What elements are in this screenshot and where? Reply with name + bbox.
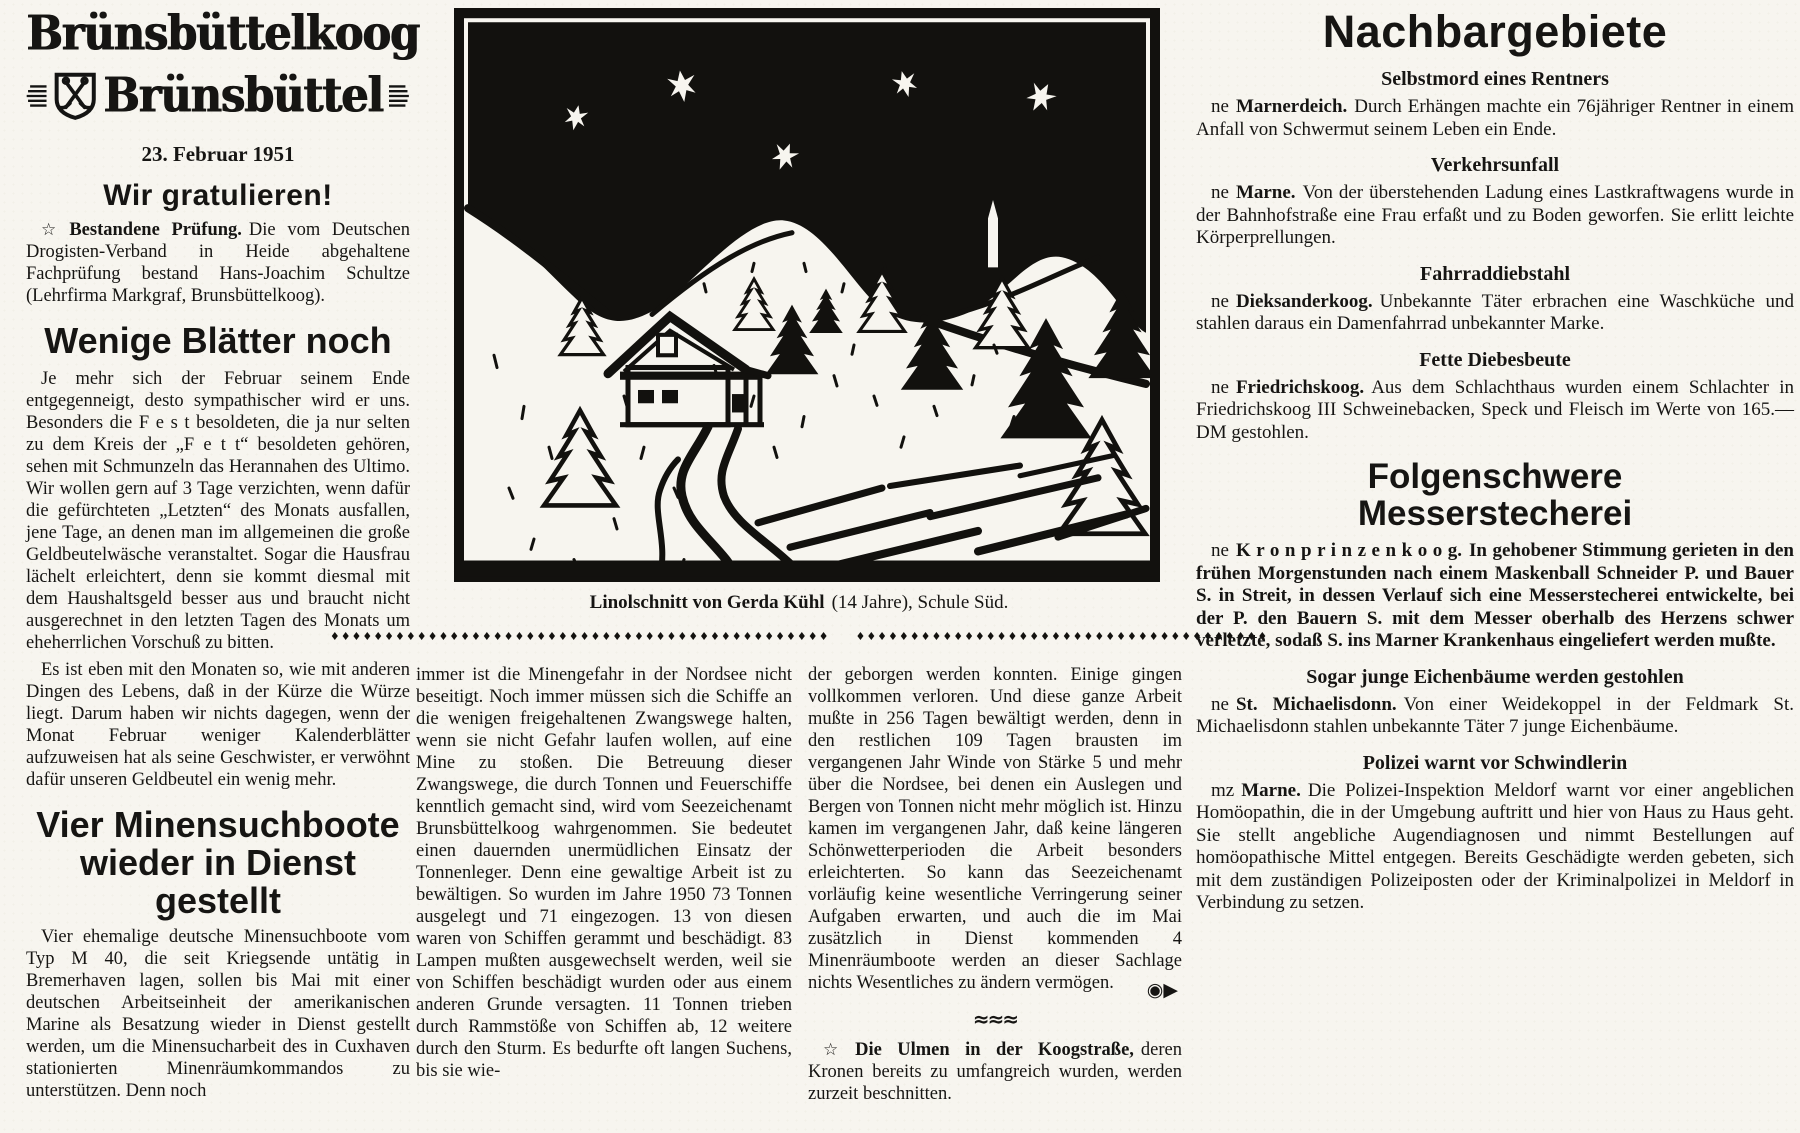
news-item-schwindlerin (1196, 752, 1794, 915)
article-gratulieren (26, 219, 410, 307)
news-text: Von einer Weidekoppel in der Feldmark St. Michaelisdonn stahlen unbekannte Täter 7 junge Eichenbäume. (1196, 693, 1794, 737)
article-lead: Bestandene Prüfung. (69, 220, 242, 240)
news-text: Aus dem Schlachthaus wurden einem Schlachter in Friedrichskoog III Schweinebacken, Speck und Fleisch im Werte von 165.— DM gestohlen. (1196, 376, 1794, 443)
article-blaetter-para2: Es ist eben mit den Monaten so, wie mit anderen Dingen des Lebens, daß in der Kürze die Würze liegt. Darum haben wir nichts dagegen, wenn der Monat Februar weniger Kalenderblätter aufzuweisen hat als seine Geschwister, er verwöhnt dafür unseren Geldbeutel ein wenig mehr. (26, 660, 410, 790)
headline-messerstecherei-line1: Folgenschwere (1367, 457, 1623, 496)
news-item-verkehrsunfall (1196, 154, 1794, 250)
masthead-title-line1 (26, 6, 419, 62)
news-item-eichenbaeume (1196, 666, 1794, 739)
place-lead: K r o n p r i n z e n k o o g. (1235, 540, 1463, 561)
news-item-body (1196, 377, 1794, 445)
news-item-body (1196, 96, 1794, 141)
article-lead: Die Ulmen in der Koogstraße, (855, 1040, 1134, 1060)
news-item-title: Polizei warnt vor Schwindlerin (1362, 751, 1628, 774)
news-item-body (1196, 182, 1794, 250)
news-item-body (1196, 780, 1794, 915)
star-dingbat-icon: ☆ (41, 220, 64, 239)
coat-of-arms-shield-icon (54, 60, 96, 132)
byline-prefix: mz (1211, 779, 1235, 801)
news-text: Die Polizei-Inspektion Meldorf warnt vor einer angeblichen Homöopathin, die in der Umgebung auftritt und hier von Haus zu Haus geht. Sie stellt angebliche Augendiagnosen und nimmt Bestellungen auf homöopathische Mittel entgegen. Bereits Geschädigte werden gebeten, sich mit dem zuständigen Polizeiposten oder der Kriminalpolizei in Meldorf in Verbindung zu setzen. (1196, 779, 1794, 913)
section-end-squiggle-icon: ≈≈≈ (972, 1007, 1018, 1031)
byline-prefix: ne (1211, 693, 1229, 715)
byline-prefix: ne (1211, 96, 1229, 117)
masthead-title1-text: Brünsbüttelkoog (26, 6, 419, 62)
byline-prefix: ne (1211, 290, 1229, 312)
masthead-title-line2 (26, 60, 410, 132)
minen-article-continued-1: immer ist die Minengefahr in der Nordsee nicht beseitigt. Noch immer müssen sich die Schiffe an die wenigen freigehaltenen Zwangswege halten, wenn sie nicht Gefahr laufen wollen, auf eine Mine zu stoßen. Die Betreuung dieser Zwangswege, die durch Tonnen und Feuerschiffe kenntlich gemacht sind, wird vom Seezeichenamt Brunsbüttelkoog wahrgenommen. Sie bedeutet einen dauernden unermüdlichen Einsatz der Tonnenleger. Denn eine gewaltige Arbeit ist zu bewältigen. So wurden im Jahre 1950 73 Tonnen ausgelegt und 71 eingezogen. 13 von diesen waren von Schiffen gerammt und beschädigt. 83 Lampen mußten ausgewechselt werden, weil sie von Schiffen beschädigt wurden oder aus einem anderen Grunde versagten. 11 Tonnen trieben durch Rammstöße von Schiffen ab, 12 weitere durch den Sturm. Es bedurfte oft langen Suchens, bis sie wie- (416, 665, 792, 1081)
headline-messerstecherei (1196, 458, 1794, 532)
news-item-title: Sogar junge Eichenbäume werden gestohlen (1306, 665, 1684, 688)
continuation-column-2 (808, 664, 1182, 1110)
news-item-title: Verkehrsunfall (1430, 154, 1560, 176)
caption-detail: (14 Jahre), Schule Süd. (831, 592, 1009, 613)
minen-article-continued-2: der geborgen werden konnten. Einige gingen vollkommen verloren. Und diese ganze Arbeit mußte in 256 Tagen bewältigt werden, denn in den restlichen 109 Tagen brausten im vergangenen Jahr Winde von Stärke 5 und mehr über die Nordsee, bei denen ein Auslegen und Bergen von Tonnen nicht mehr möglich ist. Hinzu kamen im vergangenen Jahr, daß keine längeren Schönwetterperioden die Arbeit besonders erleichterten. So kann das Seezeichenamt vorläufig keine wesentliche Verringerung seiner Aufgaben erwarten, und auch die im Mai zusätzlich in Dienst kommenden 4 Minenräumboote werden an dieser Sachlage nichts Wesentliches zu ändern vermögen. (808, 665, 1182, 993)
news-item-title: Fahrraddiebstahl (1419, 262, 1571, 285)
flourish-right-icon (389, 74, 410, 118)
headline-wenige-blaetter: Wenige Blätter noch (44, 320, 392, 361)
linocut-illustration (454, 8, 1160, 587)
place-lead: Marne. (1235, 182, 1296, 203)
headline-wir-gratulieren: Wir gratulieren! (103, 179, 333, 212)
divider-right-segment: ♦♦♦♦♦♦♦♦♦♦♦♦♦♦♦♦♦♦♦♦♦♦♦♦♦♦♦♦♦♦♦♦♦♦♦♦♦♦ (855, 630, 1269, 643)
news-item-body (1196, 291, 1794, 336)
news-item-diebesbeute (1196, 349, 1794, 445)
headline-minensuchboote-line2: wieder in Dienst gestellt (79, 842, 357, 921)
caption-credit: Linolschnitt von Gerda Kühl (589, 592, 825, 613)
news-item-fahrraddiebstahl (1196, 263, 1794, 336)
news-text: Unbekannte Täter erbrachen eine Waschküche und stahlen daraus ein Damenfahrrad unbekannter Marke. (1196, 290, 1794, 334)
continuation-column-1 (416, 664, 792, 1087)
masthead (26, 6, 419, 167)
news-text: Durch Erhängen machte ein 76jähriger Rentner in einem Anfall von Schwermut seinem Leben ein Ende. (1196, 96, 1794, 140)
article-text: Die vom Deutschen Drogisten-Verband in Heide abgehaltene Fachprüfung bestand Hans-Joachim Schultze (Lehrfirma Markgraf, Brunsbüttelkoog). (26, 220, 410, 306)
byline-prefix: ne (1211, 540, 1229, 561)
image-caption (416, 592, 1182, 614)
linocut-winter-scene-image (454, 8, 1160, 582)
masthead-title2-text: Brünsbüttel (102, 68, 383, 124)
article-text: deren Kronen bereits zu umfangreich wurden, werden zurzeit beschnitten. (808, 1040, 1182, 1104)
headline-messerstecherei-line2: Messerstecherei (1357, 494, 1633, 533)
article-ulmen (808, 1039, 1182, 1105)
place-lead: St. Michaelisdonn. (1235, 693, 1397, 715)
flourish-left-icon (26, 74, 47, 118)
section-header-nachbargebiete: Nachbargebiete (1322, 6, 1668, 57)
article-messerstecherei (1196, 540, 1794, 653)
news-item-title: Selbstmord eines Rentners (1381, 68, 1609, 90)
news-text: Von der überstehenden Ladung eines Lastkraftwagens wurde in der Bahnhofstraße eine Frau erfaßt und zu Boden geworfen. Sie erlitt leichte Körperprellungen. (1196, 182, 1794, 248)
headline-minensuchboote-line1: Vier Minensuchboote (36, 804, 400, 845)
diamond-divider (329, 630, 1269, 643)
news-item-body (1196, 694, 1794, 739)
news-item-selbstmord (1196, 68, 1794, 141)
issue-date: 23. Februar 1951 (141, 142, 295, 166)
article-blaetter-para1: Je mehr sich der Februar seinem Ende entgegenneigt, desto sympathischer wird er uns. Besonders die F e s t besoldeten, die ja nur selten zu dem Kreis der „F e t t“ besoldeten gehören, sehen mit Schmunzeln das Herannahen des Ultimo. Wir wollen gern auf 3 Tage verzichten, wenn dafür die gefürchteten „Letzten“ des Monats ausfallen, jene Tage, an denen man im allgemeinen die große Geldbeutelwäsche veranstaltet. Sogar die Hausfrau lächelt erleichtert, denn sie kommt diesmal mit dem Haushaltsgeld besser aus und braucht nicht ausgerechnet in den letzten Tagen des Monats um eheherrlichen Vorschuß zu bitten. (26, 369, 410, 653)
news-item-title: Fette Diebesbeute (1419, 348, 1571, 371)
continuation-pointer-icon: ◉▶ (1146, 979, 1178, 1001)
article-minensuchboote: Vier ehemalige deutsche Minensuchboote vom Typ M 40, die seit Kriegsende untätig in Bremerhaven lagen, sollen bis Mai mit einer deutschen Arbeitseinheit der amerikanischen Marine als Besatzung wieder in Dienst gestellt werden, um die Minensucharbeit des in Cuxhaven stationierten Minenräumkommandos zu unterstützen. Denn noch (26, 927, 410, 1101)
left-column (26, 6, 419, 1107)
byline-prefix: ne (1211, 182, 1229, 203)
place-lead: Marnerdeich. (1235, 96, 1348, 117)
headline-minensuchboote (26, 806, 410, 920)
byline-prefix: ne (1211, 376, 1229, 398)
star-dingbat-icon: ☆ (823, 1040, 850, 1059)
right-column (1196, 8, 1794, 921)
news-text: In gehobener Stimmung gerieten in den frühen Morgenstunden nach einem Maskenball Schneider P. und Bauer S. in Streit, in dessen Verlauf sich eine Messerstecherei entwickelte, bei der P. den Bauern S. mit dem Messer oberhalb des Herzens schwer verletzte, sodaß S. ins Marner Krankenhaus eingeliefert werden mußte. (1196, 540, 1794, 651)
place-lead: Marne. (1241, 779, 1301, 801)
place-lead: Friedrichskoog. (1235, 376, 1365, 398)
divider-left-segment: ♦♦♦♦♦♦♦♦♦♦♦♦♦♦♦♦♦♦♦♦♦♦♦♦♦♦♦♦♦♦♦♦♦♦♦♦♦♦♦♦♦♦♦♦♦♦ (329, 630, 830, 643)
place-lead: Dieksanderkoog. (1235, 290, 1373, 312)
